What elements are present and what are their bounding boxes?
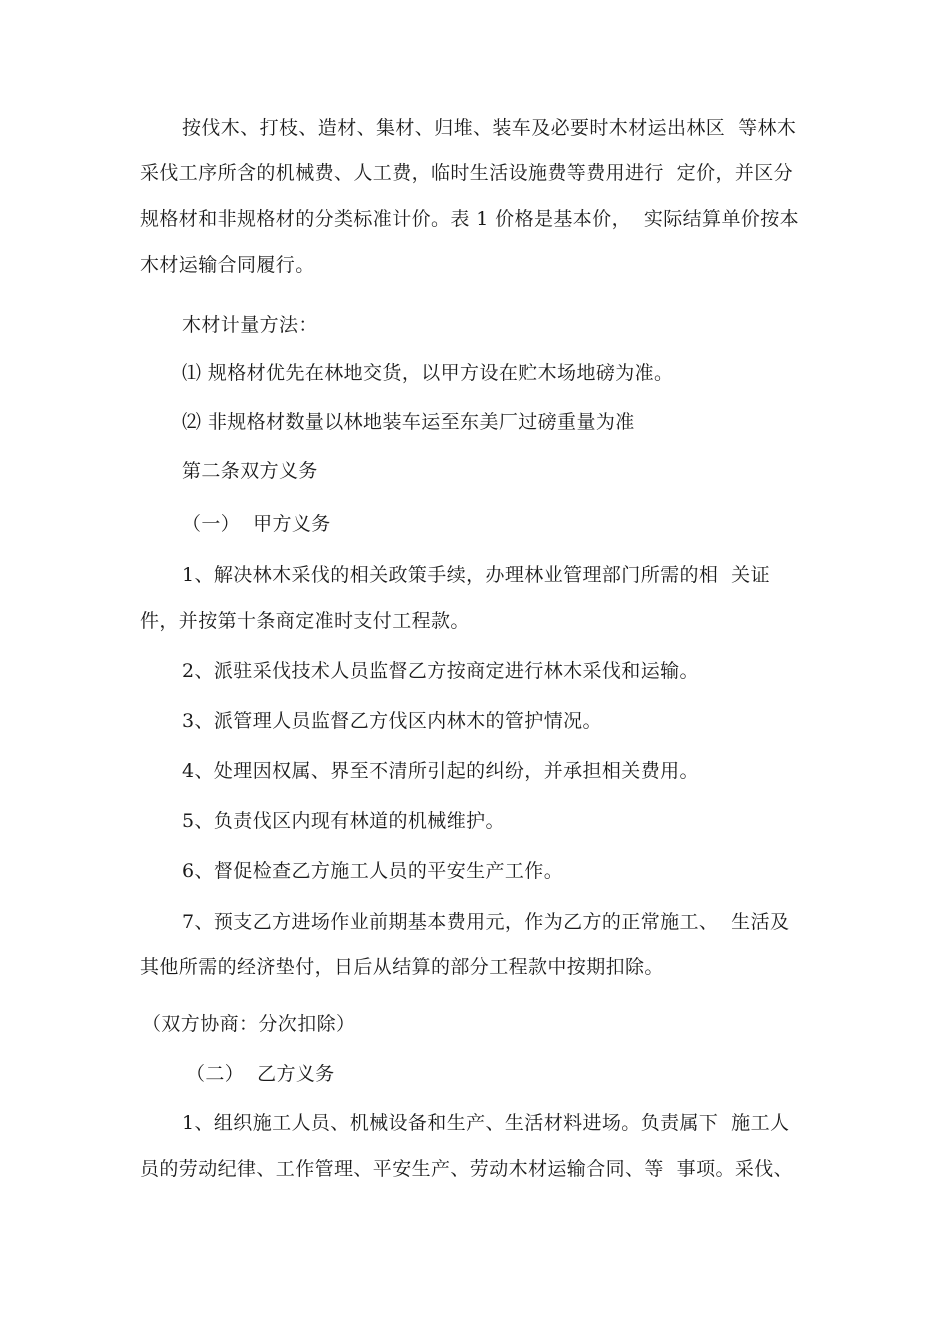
- party-a-item-1-line-1: 1、解决林木采伐的相关政策手续，办理林业管理部门所需的相 关证: [182, 564, 770, 586]
- party-a-item-7-line-1: 7、预支乙方进场作业前期基本费用元，作为乙方的正常施工、 生活及: [182, 911, 790, 933]
- section-party-b-heading: （二） 乙方义务: [186, 1063, 335, 1085]
- party-b-item-1-line-2: 员的劳动纪律、工作管理、平安生产、劳动木材运输合同、等 事项。采伐、: [140, 1158, 794, 1180]
- party-a-item-4: 4、处理因权属、界至不清所引起的纠纷，并承担相关费用。: [182, 760, 699, 782]
- party-a-item-2: 2、派驻采伐技术人员监督乙方按商定进行林木采伐和运输。: [182, 660, 699, 682]
- party-a-item-7-line-2: 其他所需的经济垫付，日后从结算的部分工程款中按期扣除。: [140, 956, 664, 978]
- party-a-item-6: 6、督促检查乙方施工人员的平安生产工作。: [182, 860, 564, 882]
- measurement-method-heading: 木材计量方法：: [182, 314, 318, 336]
- measurement-item-1: ⑴ 规格材优先在林地交货，以甲方设在贮木场地磅为准。: [182, 362, 674, 384]
- paragraph-pricing-line-1: 按伐木、打枝、造材、集材、归堆、装车及必要时木材运出林区 等林木: [182, 117, 797, 139]
- party-a-item-1-line-2: 件，并按第十条商定准时支付工程款。: [140, 610, 470, 632]
- section-party-a-heading: （一） 甲方义务: [182, 513, 331, 535]
- article-2-heading: 第二条双方义务: [182, 460, 318, 482]
- paragraph-pricing-line-4: 木材运输合同履行。: [140, 254, 315, 276]
- paragraph-pricing-line-2: 采伐工序所含的机械费、人工费，临时生活设施费等费用进行 定价，并区分: [140, 162, 794, 184]
- party-a-item-3: 3、派管理人员监督乙方伐区内林木的管护情况。: [182, 710, 602, 732]
- party-a-item-5: 5、负责伐区内现有林道的机械维护。: [182, 810, 505, 832]
- paragraph-pricing-line-3: 规格材和非规格材的分类标准计价。表 1 价格是基本价， 实际结算单价按本: [140, 208, 800, 230]
- party-b-item-1-line-1: 1、组织施工人员、机械设备和生产、生活材料进场。负责属下 施工人: [182, 1112, 790, 1134]
- measurement-item-2: ⑵ 非规格材数量以林地装车运至东美厂过磅重量为准: [182, 411, 635, 433]
- mutual-agreement-note: （双方协商：分次扣除）: [142, 1013, 356, 1035]
